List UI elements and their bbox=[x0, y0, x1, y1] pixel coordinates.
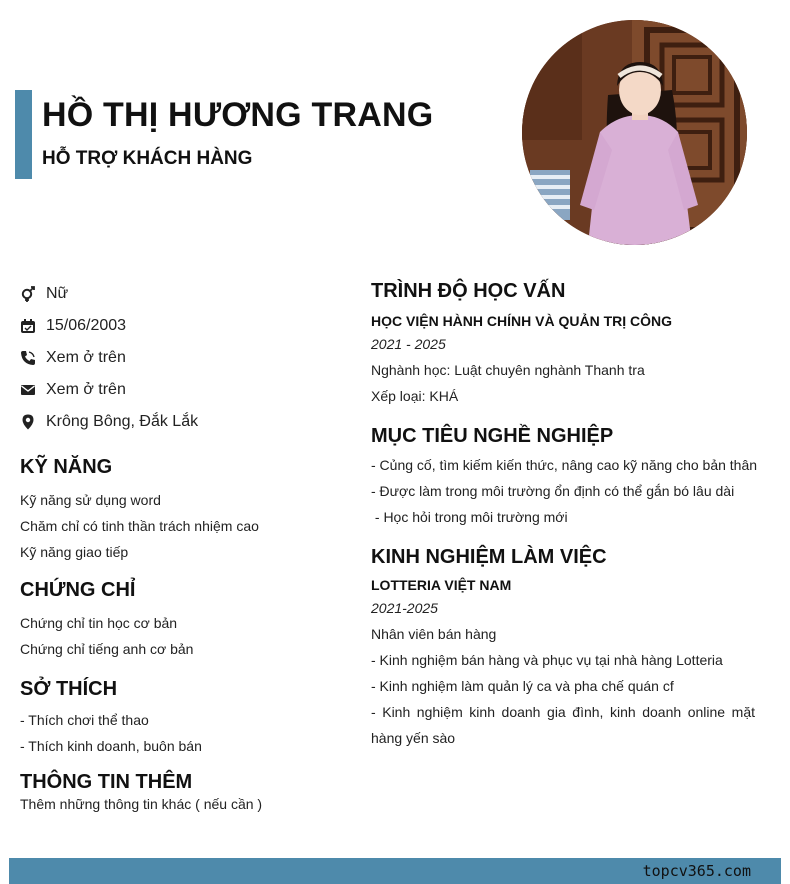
experience-title: KINH NGHIỆM LÀM VIỆC bbox=[371, 546, 607, 568]
education-section bbox=[371, 280, 755, 409]
education-major: Nghành học: Luật chuyên nghành Thanh tra bbox=[371, 362, 645, 378]
objective-item: - Học hỏi trong môi trường mới bbox=[371, 509, 568, 525]
skills-section bbox=[20, 456, 340, 565]
contact-birthday-value: 15/06/2003 bbox=[46, 317, 127, 334]
job-title: HỖ TRỢ KHÁCH HÀNG bbox=[42, 148, 253, 169]
phone-icon bbox=[20, 350, 36, 366]
hobbies-section bbox=[20, 678, 340, 759]
contact-birthday bbox=[20, 310, 340, 342]
contact-gender bbox=[20, 278, 340, 310]
certificates-section bbox=[20, 579, 340, 662]
contact-phone-value: Xem ở trên bbox=[46, 349, 126, 366]
contact-email bbox=[20, 374, 340, 406]
right-column bbox=[371, 280, 758, 751]
experience-item: - Kinh nghiệm kinh doanh gia đình, kinh doanh online mặt hàng yến sào bbox=[371, 704, 755, 746]
more-info-title: THÔNG TIN THÊM bbox=[20, 771, 193, 793]
experience-position: Nhân viên bán hàng bbox=[371, 626, 497, 642]
hobby-item: - Thích chơi thể thao bbox=[20, 712, 149, 728]
calendar-icon bbox=[20, 318, 36, 334]
objective-title: MỤC TIÊU NGHỀ NGHIỆP bbox=[371, 425, 614, 447]
objective-item: - Được làm trong môi trường ổn định có thể gắn bó lâu dài bbox=[371, 483, 735, 499]
footer-bar bbox=[9, 858, 781, 884]
hobby-item: - Thích kinh doanh, buôn bán bbox=[20, 738, 202, 754]
contact-phone bbox=[20, 342, 340, 374]
experience-item: - Kinh nghiệm bán hàng và phục vụ tại nhà hàng Lotteria bbox=[371, 652, 723, 668]
experience-company: LOTTERIA VIỆT NAM bbox=[371, 577, 512, 593]
experience-period: 2021-2025 bbox=[371, 600, 438, 616]
gender-icon bbox=[20, 286, 36, 302]
profile-photo bbox=[522, 20, 747, 245]
skill-item: Chăm chỉ có tinh thần trách nhiệm cao bbox=[20, 518, 259, 534]
objective-item: - Củng cố, tìm kiếm kiến thức, nâng cao kỹ năng cho bản thân bbox=[371, 457, 758, 473]
education-period: 2021 - 2025 bbox=[371, 336, 446, 352]
skill-item: Kỹ năng sử dụng word bbox=[20, 492, 161, 508]
contact-email-value: Xem ở trên bbox=[46, 381, 126, 398]
experience-item: - Kinh nghiệm làm quản lý ca và pha chế quán cf bbox=[371, 678, 674, 694]
skill-item: Kỹ năng giao tiếp bbox=[20, 544, 129, 560]
contact-gender-value: Nữ bbox=[46, 285, 69, 302]
certificates-title: CHỨNG CHỈ bbox=[20, 579, 136, 601]
certificate-item: Chứng chỉ tin học cơ bản bbox=[20, 615, 178, 631]
footer-site: topcv365.com bbox=[642, 862, 751, 880]
left-column bbox=[20, 278, 340, 814]
location-icon bbox=[20, 414, 36, 430]
contact-address-value: Krông Bông, Đắk Lắk bbox=[46, 413, 199, 430]
experience-section bbox=[371, 546, 755, 751]
education-school: HỌC VIỆN HÀNH CHÍNH VÀ QUẢN TRỊ CÔNG bbox=[371, 313, 673, 329]
certificate-item: Chứng chỉ tiếng anh cơ bản bbox=[20, 641, 194, 657]
skills-title: KỸ NĂNG bbox=[20, 456, 113, 478]
email-icon bbox=[20, 382, 36, 398]
hobbies-title: SỞ THÍCH bbox=[20, 678, 118, 700]
candidate-name: HỒ THỊ HƯƠNG TRANG bbox=[42, 96, 434, 134]
education-rank: Xếp loại: KHÁ bbox=[371, 388, 459, 404]
more-info-text: Thêm những thông tin khác ( nếu cần ) bbox=[20, 796, 263, 812]
objective-section bbox=[371, 425, 758, 530]
more-info-section bbox=[20, 771, 340, 814]
header-accent-bar bbox=[15, 90, 32, 179]
contact-address bbox=[20, 406, 340, 438]
education-title: TRÌNH ĐỘ HỌC VẤN bbox=[371, 280, 566, 302]
